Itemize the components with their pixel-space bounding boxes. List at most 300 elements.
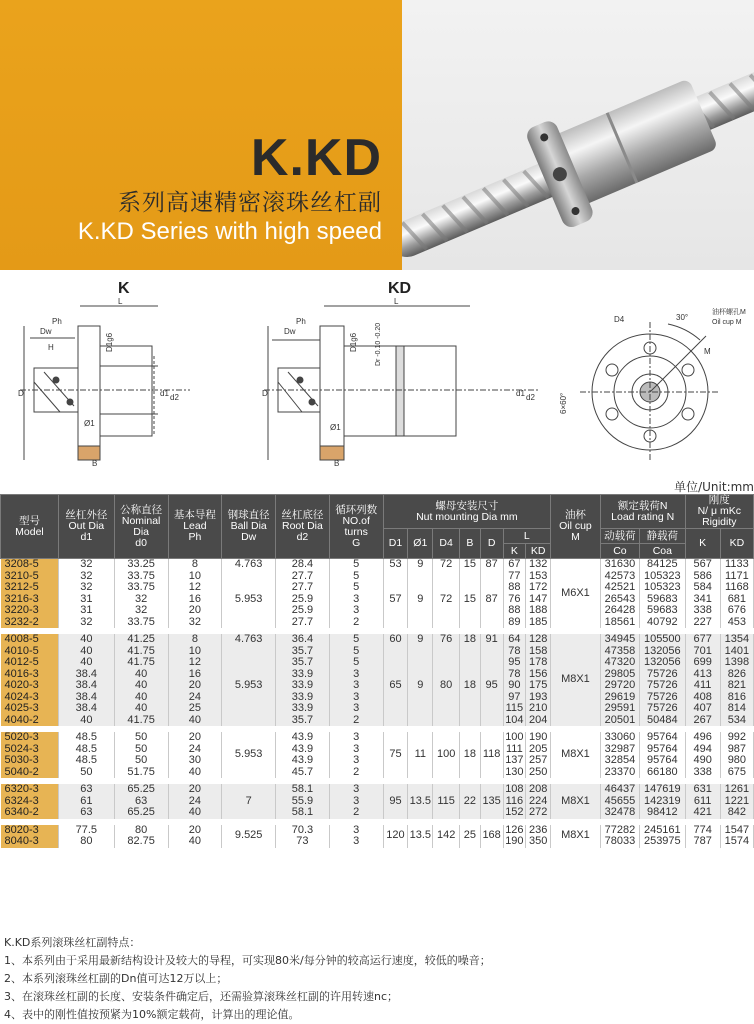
header-oil-cup: 油杯 Oil cup M [551, 495, 601, 559]
cell-root-dia: 43.9 [276, 732, 330, 744]
cell-rigidity-kd: 1171 [720, 571, 753, 583]
cell-rigidity-k: 341 [685, 594, 720, 606]
cell-lead: 8 [168, 634, 222, 646]
cell-nut-d1: 120 [383, 825, 408, 848]
cell-co: 47358 [600, 646, 639, 658]
cell-coa: 132056 [640, 646, 686, 658]
cell-model: 4012-5 [1, 657, 59, 669]
cell-l-kd: 153 [526, 571, 551, 583]
cell-turns: 3 [329, 744, 383, 756]
cell-ball-dia: 4.763 [222, 634, 276, 646]
header-nut-d: D [480, 529, 503, 559]
header-rigidity-kd: KD [720, 529, 753, 559]
cell-ball-dia: 9.525 [222, 825, 276, 848]
cell-lead: 8 [168, 559, 222, 571]
header-load-rating: 额定载荷N Load rating N [600, 495, 685, 529]
cell-ball-dia: 5.953 [222, 571, 276, 629]
cell-nominal: 33.75 [114, 571, 168, 583]
cell-rigidity-kd: 676 [720, 605, 753, 617]
cell-model: 4020-3 [1, 680, 59, 692]
cell-out-dia: 38.4 [58, 680, 114, 692]
cell-l-k: 115 [503, 703, 526, 715]
cell-nominal: 41.75 [114, 657, 168, 669]
cell-out-dia: 40 [58, 634, 114, 646]
svg-text:Ø1: Ø1 [330, 423, 341, 432]
cell-l-kd: 172 [526, 582, 551, 594]
cell-nut-phi1: 11 [408, 732, 433, 778]
cell-out-dia: 32 [58, 571, 114, 583]
table-row [1, 559, 754, 571]
cell-l-k: 90 [503, 680, 526, 692]
cell-root-dia: 25.9 [276, 594, 330, 606]
cell-lead: 40 [168, 715, 222, 727]
cell-turns: 3 [329, 680, 383, 692]
cell-nominal: 40 [114, 692, 168, 704]
cell-l-k: 67 [503, 559, 526, 571]
hero-subtitle-en: K.KD Series with high speed [77, 218, 382, 245]
cell-l-kd: 236 [526, 825, 551, 837]
cell-root-dia: 35.7 [276, 715, 330, 727]
cell-rigidity-k: 421 [685, 807, 720, 819]
spec-table-body [1, 559, 754, 848]
cell-root-dia: 43.9 [276, 744, 330, 756]
cell-nominal: 63 [114, 796, 168, 808]
cell-root-dia: 33.9 [276, 669, 330, 681]
cell-rigidity-k: 584 [685, 582, 720, 594]
cell-co: 26543 [600, 594, 639, 606]
cell-l-k: 190 [503, 836, 526, 848]
table-row [1, 692, 754, 704]
cell-l-kd: 210 [526, 703, 551, 715]
cell-out-dia: 31 [58, 605, 114, 617]
cell-l-k: 64 [503, 634, 526, 646]
cell-turns: 2 [329, 715, 383, 727]
cell-turns: 5 [329, 582, 383, 594]
cell-rigidity-kd: 1221 [720, 796, 753, 808]
svg-text:Ph: Ph [296, 317, 306, 326]
header-model: 型号 Model [1, 495, 59, 559]
cell-l-kd: 128 [526, 634, 551, 646]
table-row [1, 680, 754, 692]
cell-rigidity-k: 586 [685, 571, 720, 583]
cell-coa: 105323 [640, 582, 686, 594]
cell-nut-b: 25 [460, 825, 481, 848]
header-nut-b: B [460, 529, 481, 559]
cell-co: 42573 [600, 571, 639, 583]
cell-l-kd: 147 [526, 594, 551, 606]
cell-l-kd: 190 [526, 732, 551, 744]
cell-co: 29805 [600, 669, 639, 681]
cell-turns: 3 [329, 825, 383, 837]
table-row [1, 617, 754, 629]
cell-co: 32854 [600, 755, 639, 767]
ball-screw-photo [402, 0, 754, 270]
cell-oil-cup: M8X1 [551, 732, 601, 778]
cell-l-kd: 178 [526, 657, 551, 669]
cell-lead: 40 [168, 767, 222, 779]
cell-turns: 3 [329, 796, 383, 808]
svg-text:D: D [262, 389, 268, 398]
cell-nominal: 50 [114, 755, 168, 767]
cell-rigidity-k: 699 [685, 657, 720, 669]
header-out-dia: 丝杠外径 Out Dia d1 [58, 495, 114, 559]
cell-nominal: 50 [114, 732, 168, 744]
cell-model: 4008-5 [1, 634, 59, 646]
table-row [1, 796, 754, 808]
cell-coa: 75726 [640, 669, 686, 681]
cell-turns: 2 [329, 617, 383, 629]
cell-l-kd: 156 [526, 669, 551, 681]
cell-model: 3220-3 [1, 605, 59, 617]
drawing-kd-label: KD [388, 280, 412, 297]
note-4: 4、表中的刚性值按预紧为10%额定载荷，计算出的理论值。 [4, 1008, 300, 1021]
cell-model: 5020-3 [1, 732, 59, 744]
svg-text:30°: 30° [676, 313, 689, 322]
cell-lead: 32 [168, 617, 222, 629]
cell-rigidity-k: 774 [685, 825, 720, 837]
table-row [1, 744, 754, 756]
cell-out-dia: 77.5 [58, 825, 114, 837]
cell-rigidity-kd: 1547 [720, 825, 753, 837]
cell-out-dia: 63 [58, 807, 114, 819]
cell-nut-d4: 142 [433, 825, 460, 848]
header-co: Co [600, 544, 639, 559]
note-1: 1、本系列由于采用最新结构设计及较大的导程，可实现80米/每分钟的较高运行速度，较低的噪音； [4, 954, 491, 967]
cell-nut-phi1: 13.5 [408, 825, 433, 848]
table-row [1, 669, 754, 681]
cell-rigidity-kd: 1168 [720, 582, 753, 594]
cell-root-dia: 35.7 [276, 657, 330, 669]
cell-model: 4025-3 [1, 703, 59, 715]
cell-lead: 25 [168, 703, 222, 715]
cell-l-kd: 272 [526, 807, 551, 819]
cell-l-k: 95 [503, 657, 526, 669]
svg-text:d1: d1 [160, 389, 169, 398]
cell-coa: 50484 [640, 715, 686, 727]
cell-coa: 253975 [640, 836, 686, 848]
cell-out-dia: 40 [58, 646, 114, 658]
svg-text:Dw: Dw [40, 327, 52, 336]
cell-oil-cup: M8X1 [551, 825, 601, 848]
cell-nut-phi1: 13.5 [408, 784, 433, 819]
cell-turns: 3 [329, 784, 383, 796]
cell-root-dia: 36.4 [276, 634, 330, 646]
cell-nut-phi1: 9 [408, 634, 433, 646]
cell-turns: 3 [329, 755, 383, 767]
notes-title: K.KD系列滚珠丝杠副特点： [4, 936, 141, 949]
cell-root-dia: 73 [276, 836, 330, 848]
cell-model: 4040-2 [1, 715, 59, 727]
cell-rigidity-kd: 987 [720, 744, 753, 756]
cell-coa: 147619 [640, 784, 686, 796]
cell-lead: 20 [168, 825, 222, 837]
cell-model: 3210-5 [1, 571, 59, 583]
technical-drawings [0, 296, 754, 480]
cell-l-k: 104 [503, 715, 526, 727]
header-nut-phi1: Ø1 [408, 529, 433, 559]
cell-l-k: 78 [503, 646, 526, 658]
cell-coa: 132056 [640, 657, 686, 669]
cell-nominal: 41.75 [114, 715, 168, 727]
header-l-kd: KD [526, 544, 551, 559]
cell-nominal: 65.25 [114, 807, 168, 819]
cell-coa: 59683 [640, 605, 686, 617]
cell-nut-d: 87 [480, 559, 503, 571]
table-row [1, 825, 754, 837]
cell-nominal: 40 [114, 669, 168, 681]
cell-out-dia: 38.4 [58, 703, 114, 715]
cell-model: 5030-3 [1, 755, 59, 767]
cell-rigidity-kd: 980 [720, 755, 753, 767]
table-row [1, 605, 754, 617]
cell-nut-d4: 72 [433, 571, 460, 629]
cell-oil-cup: M8X1 [551, 634, 601, 726]
cell-lead: 20 [168, 732, 222, 744]
header-root-dia: 丝杠底径 Root Dia d2 [276, 495, 330, 559]
cell-rigidity-kd: 1574 [720, 836, 753, 848]
cell-model: 6320-3 [1, 784, 59, 796]
svg-text:Oil cup M: Oil cup M [712, 319, 742, 326]
svg-text:Dw: Dw [284, 327, 296, 336]
cell-coa: 40792 [640, 617, 686, 629]
cell-rigidity-k: 338 [685, 605, 720, 617]
cell-l-k: 76 [503, 594, 526, 606]
cell-rigidity-k: 494 [685, 744, 720, 756]
svg-text:L: L [394, 297, 399, 306]
cell-l-k: 111 [503, 744, 526, 756]
cell-out-dia: 50 [58, 767, 114, 779]
spec-table [0, 494, 754, 848]
cell-co: 29619 [600, 692, 639, 704]
cell-co: 20501 [600, 715, 639, 727]
cell-rigidity-k: 408 [685, 692, 720, 704]
cell-co: 46437 [600, 784, 639, 796]
cell-rigidity-kd: 681 [720, 594, 753, 606]
cell-model: 3212-5 [1, 582, 59, 594]
svg-text:L: L [118, 297, 123, 306]
cell-rigidity-k: 701 [685, 646, 720, 658]
cell-nut-d: 135 [480, 784, 503, 819]
cell-l-kd: 132 [526, 559, 551, 571]
cell-nut-d4: 72 [433, 559, 460, 571]
cell-rigidity-kd: 453 [720, 617, 753, 629]
cell-co: 47320 [600, 657, 639, 669]
cell-nominal: 33.75 [114, 582, 168, 594]
cell-lead: 16 [168, 594, 222, 606]
header-turns: 循环列数 NO.of turns G [329, 495, 383, 559]
cell-nominal: 33.75 [114, 617, 168, 629]
header-nut-l: L [503, 529, 551, 544]
cell-l-kd: 208 [526, 784, 551, 796]
cell-co: 29591 [600, 703, 639, 715]
cell-rigidity-kd: 1261 [720, 784, 753, 796]
cell-root-dia: 33.9 [276, 680, 330, 692]
cell-ball-dia: 7 [222, 784, 276, 819]
cell-rigidity-kd: 821 [720, 680, 753, 692]
table-row [1, 657, 754, 669]
cell-lead: 30 [168, 755, 222, 767]
cell-l-k: 88 [503, 582, 526, 594]
svg-text:油杯螺孔M: 油杯螺孔M [712, 309, 746, 316]
svg-text:6×60°: 6×60° [559, 392, 568, 414]
flange-front-view [580, 322, 720, 462]
cell-coa: 245161 [640, 825, 686, 837]
cell-ball-dia: 5.953 [222, 732, 276, 778]
svg-text:H: H [48, 343, 54, 352]
cell-turns: 5 [329, 634, 383, 646]
cell-nut-d4: 115 [433, 784, 460, 819]
notes [4, 934, 491, 1024]
kd-drawing [264, 306, 540, 460]
cell-nut-d4: 100 [433, 732, 460, 778]
cell-out-dia: 48.5 [58, 755, 114, 767]
cell-rigidity-k: 490 [685, 755, 720, 767]
cell-l-kd: 350 [526, 836, 551, 848]
header-load-static: 静载荷 [640, 529, 686, 544]
cell-out-dia: 48.5 [58, 744, 114, 756]
cell-nut-b: 18 [460, 634, 481, 646]
table-row [1, 836, 754, 848]
cell-nominal: 65.25 [114, 784, 168, 796]
header-nut-d1: D1 [383, 529, 408, 559]
table-row [1, 767, 754, 779]
table-row [1, 594, 754, 606]
hero-subtitle-cn: 系列高速精密滚珠丝杠副 [118, 190, 382, 216]
cell-coa: 66180 [640, 767, 686, 779]
cell-l-kd: 205 [526, 744, 551, 756]
cell-coa: 95764 [640, 755, 686, 767]
cell-co: 18561 [600, 617, 639, 629]
cell-lead: 24 [168, 744, 222, 756]
cell-l-kd: 193 [526, 692, 551, 704]
cell-nut-d1: 53 [383, 559, 408, 571]
cell-root-dia: 25.9 [276, 605, 330, 617]
cell-turns: 2 [329, 807, 383, 819]
cell-l-k: 126 [503, 825, 526, 837]
cell-rigidity-k: 611 [685, 796, 720, 808]
cell-rigidity-kd: 1354 [720, 634, 753, 646]
cell-rigidity-kd: 842 [720, 807, 753, 819]
cell-ball-dia: 5.953 [222, 646, 276, 727]
cell-oil-cup: M6X1 [551, 559, 601, 629]
cell-lead: 20 [168, 680, 222, 692]
cell-coa: 98412 [640, 807, 686, 819]
svg-text:D1g6: D1g6 [105, 332, 114, 352]
cell-l-k: 89 [503, 617, 526, 629]
cell-lead: 24 [168, 692, 222, 704]
svg-text:B: B [92, 459, 98, 468]
cell-model: 3232-2 [1, 617, 59, 629]
cell-nominal: 51.75 [114, 767, 168, 779]
cell-turns: 5 [329, 646, 383, 658]
cell-out-dia: 63 [58, 784, 114, 796]
unit-note: 单位/Unit:mm [674, 480, 754, 494]
cell-rigidity-k: 227 [685, 617, 720, 629]
cell-l-k: 152 [503, 807, 526, 819]
svg-text:B: B [334, 459, 340, 468]
cell-co: 42521 [600, 582, 639, 594]
cell-out-dia: 32 [58, 559, 114, 571]
cell-root-dia: 27.7 [276, 617, 330, 629]
cell-nut-d: 118 [480, 732, 503, 778]
cell-nut-d: 91 [480, 634, 503, 646]
svg-text:d2: d2 [526, 393, 535, 402]
cell-rigidity-kd: 1401 [720, 646, 753, 658]
cell-l-kd: 250 [526, 767, 551, 779]
cell-rigidity-kd: 1398 [720, 657, 753, 669]
cell-out-dia: 32 [58, 582, 114, 594]
cell-co: 78033 [600, 836, 639, 848]
cell-rigidity-k: 677 [685, 634, 720, 646]
cell-l-k: 130 [503, 767, 526, 779]
cell-out-dia: 61 [58, 796, 114, 808]
cell-nut-d1: 57 [383, 571, 408, 629]
cell-root-dia: 28.4 [276, 559, 330, 571]
cell-model: 5040-2 [1, 767, 59, 779]
cell-root-dia: 33.9 [276, 703, 330, 715]
cell-nominal: 32 [114, 594, 168, 606]
cell-l-kd: 185 [526, 617, 551, 629]
cell-lead: 40 [168, 836, 222, 848]
cell-nominal: 41.25 [114, 634, 168, 646]
cell-rigidity-k: 338 [685, 767, 720, 779]
hero-title: K.KD [250, 129, 382, 187]
cell-co: 45655 [600, 796, 639, 808]
svg-text:Ø1: Ø1 [84, 419, 95, 428]
cell-model: 3208-5 [1, 559, 59, 571]
table-row [1, 784, 754, 796]
cell-root-dia: 43.9 [276, 755, 330, 767]
cell-model: 4016-3 [1, 669, 59, 681]
hero-banner [0, 0, 754, 270]
svg-text:d1: d1 [516, 389, 525, 398]
cell-nominal: 50 [114, 744, 168, 756]
table-row [1, 807, 754, 819]
cell-lead: 10 [168, 646, 222, 658]
cell-l-kd: 188 [526, 605, 551, 617]
cell-nut-d1: 95 [383, 784, 408, 819]
cell-model: 5024-3 [1, 744, 59, 756]
cell-root-dia: 58.1 [276, 807, 330, 819]
cell-l-kd: 175 [526, 680, 551, 692]
cell-out-dia: 80 [58, 836, 114, 848]
cell-out-dia: 38.4 [58, 669, 114, 681]
table-row [1, 582, 754, 594]
cell-root-dia: 70.3 [276, 825, 330, 837]
cell-turns: 3 [329, 703, 383, 715]
cell-coa: 95764 [640, 744, 686, 756]
table-row [1, 732, 754, 744]
cell-model: 6340-2 [1, 807, 59, 819]
cell-rigidity-k: 411 [685, 680, 720, 692]
svg-text:Dr -0.10 -0.20: Dr -0.10 -0.20 [375, 322, 382, 366]
cell-rigidity-k: 267 [685, 715, 720, 727]
cell-lead: 24 [168, 796, 222, 808]
header-ball-dia: 钢球直径 Ball Dia Dw [222, 495, 276, 559]
cell-turns: 5 [329, 657, 383, 669]
table-row [1, 571, 754, 583]
cell-rigidity-k: 631 [685, 784, 720, 796]
cell-coa: 59683 [640, 594, 686, 606]
cell-nut-phi1: 9 [408, 646, 433, 727]
cell-co: 77282 [600, 825, 639, 837]
cell-nut-b: 15 [460, 559, 481, 571]
header-rigidity: 刚度 N/ μ mKc Rigidity [685, 495, 753, 529]
cell-out-dia: 31 [58, 594, 114, 606]
cell-nut-b: 15 [460, 571, 481, 629]
cell-co: 33060 [600, 732, 639, 744]
cell-coa: 105500 [640, 634, 686, 646]
